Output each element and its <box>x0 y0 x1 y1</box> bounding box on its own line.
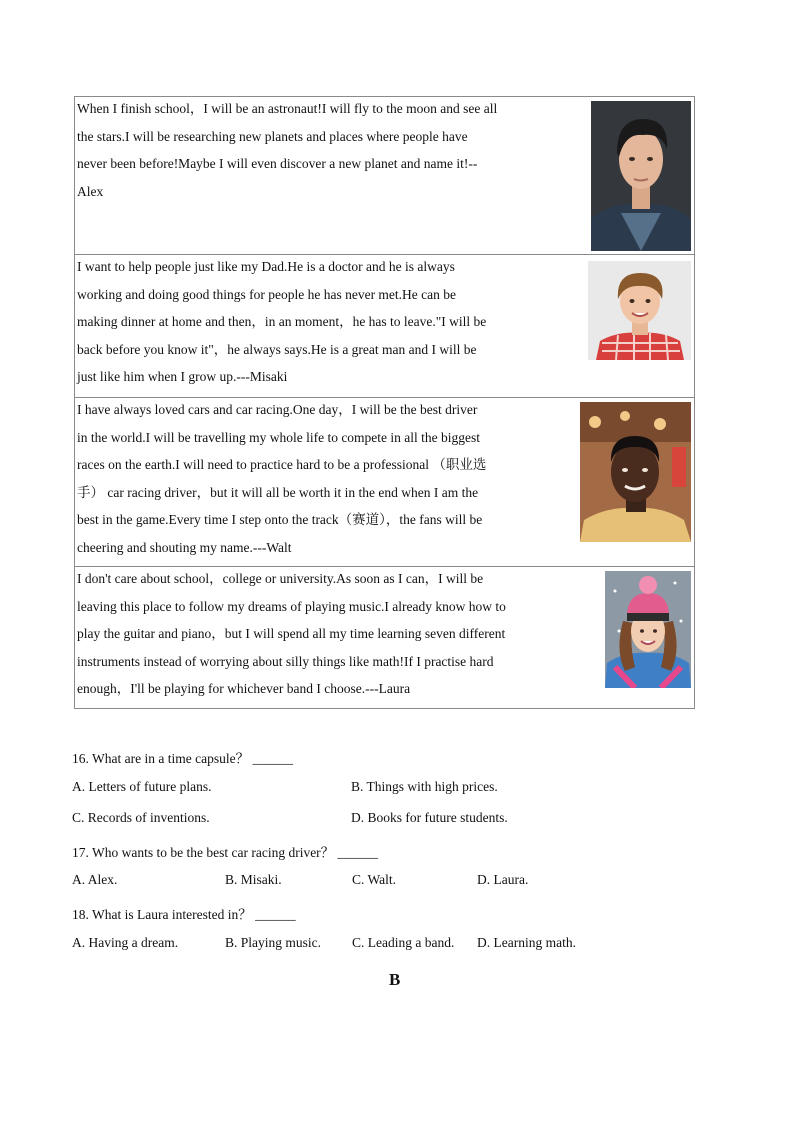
passage-row-misaki <box>75 255 694 398</box>
option-18-d[interactable]: D. Learning math. <box>477 935 576 950</box>
passage-text-laura: I don't care about school，college or university.As soon as I can，I will be leaving this place to follow my dreams of playing music.I already know how to play the guitar and piano，but I will spend all my time learning seven different instruments instead of worrying about silly things like math!If I practise hard enough，I'll be playing for whichever band I choose.---Laura <box>77 571 506 697</box>
question-number: 16. <box>72 751 89 766</box>
passage-row-alex <box>75 97 694 255</box>
option-17-b[interactable]: B. Misaki. <box>225 872 282 887</box>
question-prompt: What are in a time capsule？ ______ <box>92 751 293 766</box>
passage-text-misaki: I want to help people just like my Dad.He is a doctor and he is always working and doing good things for people he has never met.He can be making dinner at home and then，in an moment，he has to leave."I will be back before you know it"，he always says.He is a great man and I will be just like him when I grow up.---Misaki <box>77 259 487 385</box>
passage-text-alex: When I finish school，I will be an astronaut!I will fly to the moon and see all the stars.I will be researching new planets and places where people have never been before!Maybe I will even discover a new planet and name it!-- Alex <box>77 101 498 199</box>
option-17-a[interactable]: A. Alex. <box>72 872 118 887</box>
passage-table <box>74 96 695 709</box>
option-17-c[interactable]: C. Walt. <box>352 872 397 887</box>
passage-row-walt <box>75 398 694 567</box>
question-number: 17. <box>72 845 89 860</box>
question-16 <box>72 747 293 767</box>
option-18-a[interactable]: A. Having a dream. <box>72 935 179 950</box>
option-18-c[interactable]: C. Leading a band. <box>352 935 455 950</box>
question-prompt: Who wants to be the best car racing driver？ ______ <box>92 845 379 860</box>
section-heading-b: B <box>389 970 401 989</box>
option-17-d[interactable]: D. Laura. <box>477 872 529 887</box>
option-18-b[interactable]: B. Playing music. <box>225 935 322 950</box>
passage-text-walt: I have always loved cars and car racing.One day，I will be the best driver in the world.I will be travelling my whole life to compete in all the biggest races on the earth.I will need to practice hard to be a professional （职业选 手） car racing driver，but it will all be worth it in the end when I am the best in the game.Every time I step onto the track（赛道），the fans will be cheering and shouting my name.---Walt <box>77 402 487 555</box>
option-16-b[interactable]: B. Things with high prices. <box>351 779 498 794</box>
boy-portrait-icon <box>588 261 691 360</box>
question-18 <box>72 903 296 923</box>
smiling-man-portrait-icon <box>580 402 691 542</box>
question-17 <box>72 841 378 861</box>
passage-row-laura <box>75 567 694 708</box>
option-16-d[interactable]: D. Books for future students. <box>351 810 508 825</box>
girl-in-winter-hat-portrait-icon <box>605 571 691 688</box>
option-16-a[interactable]: A. Letters of future plans. <box>72 779 212 794</box>
question-prompt: What is Laura interested in？ ______ <box>92 907 296 922</box>
option-16-c[interactable]: C. Records of inventions. <box>72 810 210 825</box>
question-number: 18. <box>72 907 89 922</box>
young-man-portrait-icon <box>591 101 691 251</box>
